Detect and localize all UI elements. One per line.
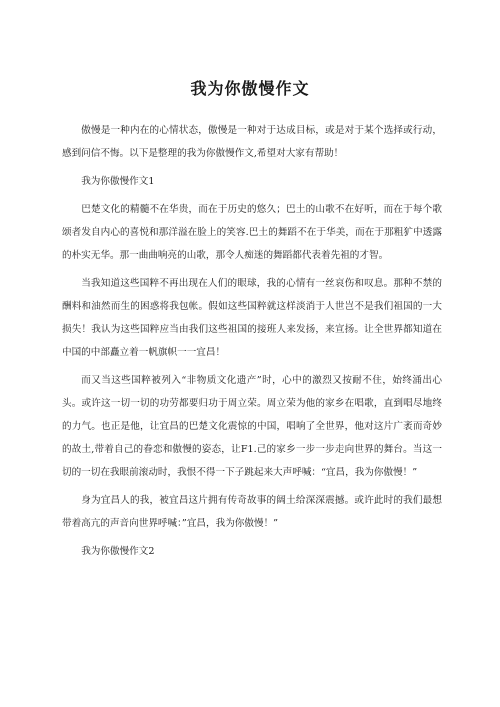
section-heading-1: 我为你傲慢作文1 [81,176,155,187]
body-paragraph-1: 巴楚文化的精髓不在华贵，而在于历史的悠久；巴土的山歌不在好听，而在于每个歌颂者发自内心的喜悦和那洋溢在脸上的笑容.巴土的舞蹈不在于华美，而在于那粗犷中透露的朴实无华。那一曲曲响亮的山歌，那令人痴迷的舞蹈都代表着先祖的才智。 [62,204,442,261]
document-body [62,119,442,563]
body-paragraph-2: 当我知道这些国粹不再出现在人们的眼球，我的心情有一丝哀伤和叹息。那种不禁的酬料和油然而生的困惑将我包帐。假如这些国粹就这样淡消于人世岂不是我们祖国的一大损失！我认为这些国粹应当由我们这些祖国的接班人来发扬，来宣扬。让全世界都知道在中国的中部矗立着一帆旗帜一一宜昌！ [62,278,442,358]
section-heading-2: 我为你傲慢作文2 [81,546,155,557]
document-title: 我为你傲慢作文 [190,79,310,98]
intro-paragraph: 傲慢是一种内在的心情状态，傲慢是一种对于达成目标，或是对于某个选择或行动，感到问信不悔。以下是整理的我为你傲慢作文,希望对大家有帮助！ [62,125,442,159]
body-paragraph-3: 而又当这些国粹被列入“非物质文化遗产”时，心中的激烈又按耐不住，始终涌出心头。或许这一切一切的功劳都要归功于周立荣。周立荣为他的家乡在唱歌，直到唱尽地终的力气。也正是他，让宜昌的巴楚文化震惊的中国，唱响了全世界，他对这片广袤而奇妙的故土,带着自己的眷恋和傲慢的姿态，让F1.己的家乡一步一步走向世界的舞台。当这一切的一切在我眼前滚动时，我恨不得一下子跳起来大声呼喊：“宜昌，我为你傲慢！” [62,375,442,478]
body-paragraph-4: 身为宜昌人的我，被宜昌这片拥有传奇故事的阔土给深深震撼。或许此时的我们最想带着高亢的声音向世界呼喊：”宜昌，我为你傲慢！” [62,495,442,529]
